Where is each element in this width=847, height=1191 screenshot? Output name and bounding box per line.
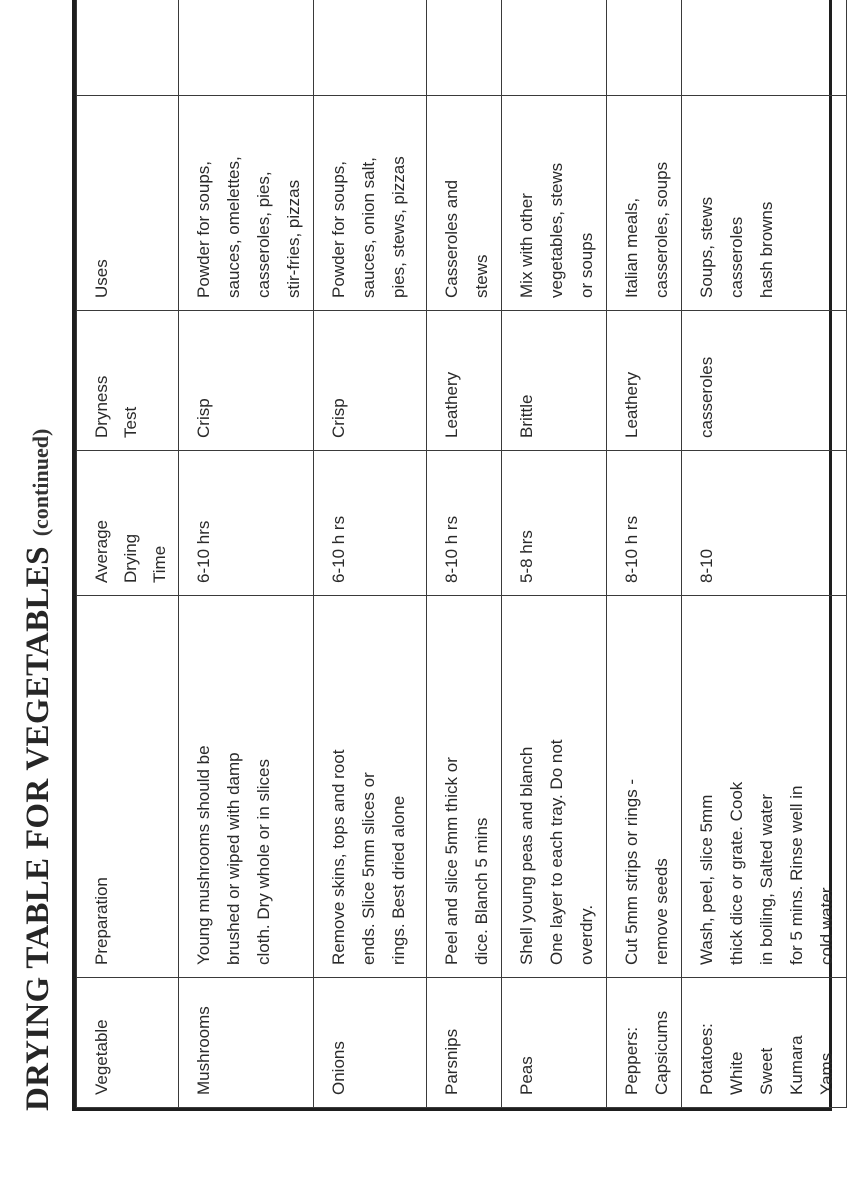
cell-preparation: Peel and slice 5mm thick or dice. Blanch 5 mins <box>427 596 502 978</box>
cell-vegetable: Parsnips <box>427 978 502 1108</box>
cell-preparation: Shell young peas and blanch One layer to each tray. Do not overdry. <box>502 596 607 978</box>
cell-dryness-test: Crisp <box>314 311 427 451</box>
cell-drying-time: 6-10 hrs <box>179 451 314 596</box>
page-subtitle: (continued) <box>28 428 53 537</box>
header-blank <box>77 0 179 96</box>
table-row <box>314 0 427 1108</box>
table-header-row <box>77 0 179 1108</box>
cell-drying-time: 6-10 h rs <box>314 451 427 596</box>
cell-blank <box>682 0 847 96</box>
cell-blank <box>314 0 427 96</box>
cell-vegetable: Peas <box>502 978 607 1108</box>
cell-dryness-test: Crisp <box>179 311 314 451</box>
cell-blank <box>502 0 607 96</box>
cell-blank <box>179 0 314 96</box>
cell-uses: Soups, stews casseroles hash browns <box>682 96 847 311</box>
cell-vegetable: Potatoes: White Sweet Kumara Yams <box>682 978 847 1108</box>
cell-preparation: Young mushrooms should be brushed or wiped with damp cloth. Dry whole or in slices <box>179 596 314 978</box>
page-title: DRYING TABLE FOR VEGETABLES <box>20 546 56 1111</box>
cell-uses: Mix with other vegetables, stews or soups <box>502 96 607 311</box>
header-drying-time: Average Drying Time <box>77 451 179 596</box>
cell-vegetable: Mushrooms <box>179 978 314 1108</box>
cell-uses: Italian meals, casseroles, soups <box>607 96 682 311</box>
cell-drying-time: 8-10 <box>682 451 847 596</box>
title-row <box>20 429 57 1111</box>
cell-blank <box>427 0 502 96</box>
cell-blank <box>607 0 682 96</box>
cell-dryness-test: Leathery <box>607 311 682 451</box>
cell-preparation: Wash, peel, slice 5mm thick dice or grate. Cook in boiling, Salted water for 5 mins. Rinse well in cold water <box>682 596 847 978</box>
drying-table <box>76 0 847 1108</box>
header-dryness-test: Dryness Test <box>77 311 179 451</box>
header-vegetable: Vegetable <box>77 978 179 1108</box>
cell-vegetable: Onions <box>314 978 427 1108</box>
cell-uses: Powder for soups, sauces, onion salt, pies, stews, pizzas <box>314 96 427 311</box>
header-preparation: Preparation <box>77 596 179 978</box>
table-row <box>682 0 847 1108</box>
table-row <box>179 0 314 1108</box>
table-row <box>427 0 502 1108</box>
cell-preparation: Remove skins, tops and root ends. Slice 5mm slices or rings. Best dried alone <box>314 596 427 978</box>
table-row <box>502 0 607 1108</box>
table-row <box>607 0 682 1108</box>
cell-uses: Casseroles and stews <box>427 96 502 311</box>
cell-dryness-test: casseroles <box>682 311 847 451</box>
cell-uses: Powder for soups, sauces, omelettes, casseroles, pies, stir-fries, pizzas <box>179 96 314 311</box>
header-uses: Uses <box>77 96 179 311</box>
cell-drying-time: 8-10 h rs <box>607 451 682 596</box>
drying-table-frame <box>72 0 836 1111</box>
cell-drying-time: 5-8 hrs <box>502 451 607 596</box>
cell-preparation: Cut 5mm strips or rings - remove seeds <box>607 596 682 978</box>
cell-dryness-test: Leathery <box>427 311 502 451</box>
cell-vegetable: Peppers: Capsicums <box>607 978 682 1108</box>
cell-drying-time: 8-10 h rs <box>427 451 502 596</box>
cell-dryness-test: Brittle <box>502 311 607 451</box>
